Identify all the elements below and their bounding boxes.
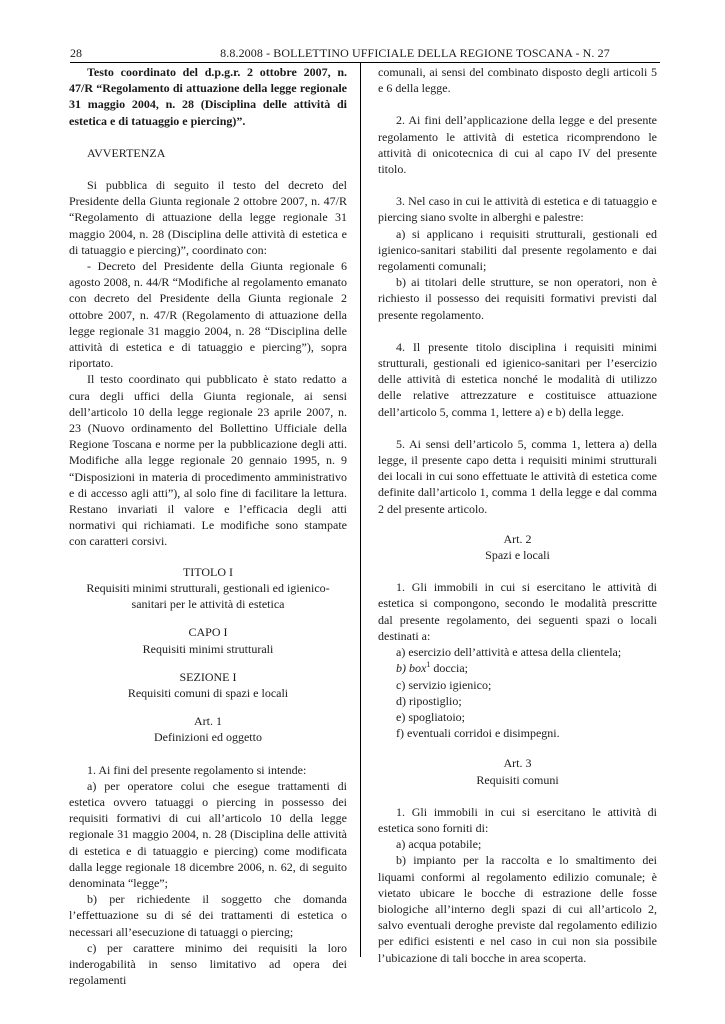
column-divider xyxy=(360,63,361,957)
page-number: 28 xyxy=(70,46,82,60)
article-paragraph: 4. Il presente titolo disciplina i requisiti minimi strutturali, gestionali ed igienico-sanitari per l’esercizio delle attività di estetica nonché le modalità di utilizzo delle relative attrezzature e costituisce attuazione dell’articolo 5, comma 1, lettere a) e b) della legge. xyxy=(378,339,657,419)
article-paragraph: 5. Ai sensi dell’articolo 5, comma 1, lettera a) della legge, il presente capo detta i requisiti minimi strutturali dei locali in cui sono effettuate le attività di estetica come definite dall’articolo 1, comma 1 della legge e dal comma 2 del presente articolo. xyxy=(378,436,657,516)
box-rest: doccia; xyxy=(430,661,468,676)
article-item: a) si applicano i requisiti strutturali, gestionali ed igienico-sanitari stabiliti dal presente regolamento e dai regolamenti comunali; xyxy=(378,226,657,274)
article-item xyxy=(378,660,657,676)
capo-label: CAPO I xyxy=(188,625,228,640)
right-column xyxy=(378,64,657,966)
intro-paragraph: Il testo coordinato qui pubblicato è stato redatto a cura degli uffici della Giunta regionale, ai sensi dell’articolo 10 della legge regionale 23 aprile 2007, n. 23 (Nuovo ordinamento del Bollettino Ufficiale della Regione Toscana e norme per la pubblicazione degli atti. Modifiche alla legge regionale 20 gennaio 1995, n. 9 “Disposizioni in materia di procedimento amministrativo e di accesso agli atti”), al solo fine di facilitare la lettura. Restano invariati il valore e l’efficacia degli atti normativi qui richiamati. Le modifiche sono stampate con caratteri corsivi. xyxy=(69,372,347,549)
article-paragraph: 2. Ai fini dell’applicazione della legge e del presente regolamento le attività di estetica ricomprendono le attività di onicotecnica di cui al capo IV del presente titolo. xyxy=(378,113,657,177)
article-item: c) servizio igienico; xyxy=(396,677,492,692)
page-header xyxy=(70,44,660,63)
article-number: Art. 1 xyxy=(194,714,222,729)
article-paragraph: 1. Ai fini del presente regolamento si intende: xyxy=(87,762,307,777)
article-paragraph: 1. Gli immobili in cui si esercitano le attività di estetica si compongono, secondo le modalità prescritte dal presente regolamento, dei seguenti spazi o locali destinati a: xyxy=(378,580,657,643)
article-heading xyxy=(378,755,657,787)
bulletin-title: 8.8.2008 - BOLLETTINO UFFICIALE DELLA REGIONE TOSCANA - N. 27 xyxy=(220,46,610,60)
capo-description: Requisiti minimi strutturali xyxy=(142,641,274,656)
sezione-label: SEZIONE I xyxy=(179,669,237,684)
article-heading xyxy=(378,531,657,563)
article-item: a) esercizio dell’attività e attesa della clientela; xyxy=(396,645,622,660)
titolo-label: TITOLO I xyxy=(182,564,234,579)
article-item: f) eventuali corridoi e disimpegni. xyxy=(396,726,560,741)
titolo-description: Requisiti minimi strutturali, gestionali ed igienico-sanitari per le attività di estetica xyxy=(86,580,330,612)
continued-paragraph: comunali, ai sensi del combinato disposto degli articoli 5 e 6 della legge. xyxy=(378,65,657,96)
article-number: Art. 3 xyxy=(503,756,532,771)
article-paragraph: 3. Nel caso in cui le attività di estetica e di tatuaggio e piercing siano svolte in alberghi e palestre: xyxy=(378,194,657,225)
article-item: b) per richiedente il soggetto che domanda l’effettuazione su di sé dei trattamenti di estetica o necessari all’esecuzione di tatuaggi o piercing; xyxy=(69,892,347,939)
footnote-marker: 1 xyxy=(426,660,431,670)
article-item: e) spogliatoio; xyxy=(396,709,465,724)
box-term: b) box xyxy=(396,661,427,676)
intro-paragraph: Si pubblica di seguito il testo del decreto del Presidente della Giunta regionale 2 ottobre 2007, n. 47/R “Regolamento di attuazione della legge regionale 31 maggio 2004, n. 28 (Disciplina delle attività di estetica e di tatuaggio e piercing)”, coordinato con: xyxy=(69,178,347,257)
article-item: c) per carattere minimo dei requisiti la loro inderogabilità in senso limitativo ad opera dei regolamenti xyxy=(69,940,347,988)
avvertenza-heading: AVVERTENZA xyxy=(87,145,166,160)
article-item: a) acqua potabile; xyxy=(396,837,482,852)
article-title: Requisiti comuni xyxy=(476,772,559,787)
article-item: b) impianto per la raccolta e lo smaltimento dei liquami conformi al regolamento edilizio comunale; è vietato ubicare le bocche di estrazione delle fosse biologiche all’interno degli spazi di cui all’articolo 2, salvo eventuali deroghe previste dal regolamento edilizio per edifici esistenti e nel caso in cui non sia possibile l’ubicazione di tali bocche in area scoperta. xyxy=(378,853,657,965)
article-number: Art. 2 xyxy=(503,531,532,546)
article-paragraph: 1. Gli immobili in cui si esercitano le attività di estetica sono forniti di: xyxy=(378,804,657,835)
article-item: d) ripostiglio; xyxy=(396,693,462,708)
article-title: Spazi e locali xyxy=(485,548,550,563)
document-title: Testo coordinato del d.p.g.r. 2 ottobre 2007, n. 47/R “Regolamento di attuazione della legge regionale 31 maggio 2004, n. 28 (Disciplina delle attività di estetica e di tatuaggio e piercing)”. xyxy=(69,65,347,128)
intro-paragraph: - Decreto del Presidente della Giunta regionale 6 agosto 2008, n. 44/R “Modifiche al regolamento emanato con decreto del Presidente della Giunta regionale 2 ottobre 2007, n. 47/R (Regolamento di attuazione della legge regionale 31 maggio 2004, n. 28 “Disciplina delle attività di estetica e di tatuaggio e piercing”), sopra riportato. xyxy=(69,259,347,371)
sezione-description: Requisiti comuni di spazi e locali xyxy=(127,685,289,700)
article-item: b) ai titolari delle strutture, se non operatori, non è richiesto il possesso dei requisiti formativi previsti dal presente regolamento. xyxy=(378,275,657,322)
left-column xyxy=(69,64,347,988)
article-item: a) per operatore colui che esegue trattamenti di estetica ovvero tatuaggi o piercing in possesso dei requisiti formativi di cui all’articolo 10 della legge regionale 31 maggio 2004, n. 28 (Disciplina delle attività di estetica e di tatuaggio e piercing) come modificata dalla legge regionale 18 dicembre 2006, n. 62, di seguito denominata “legge”; xyxy=(69,778,347,890)
titolo-heading xyxy=(69,564,347,746)
article-title: Definizioni ed oggetto xyxy=(154,730,262,745)
